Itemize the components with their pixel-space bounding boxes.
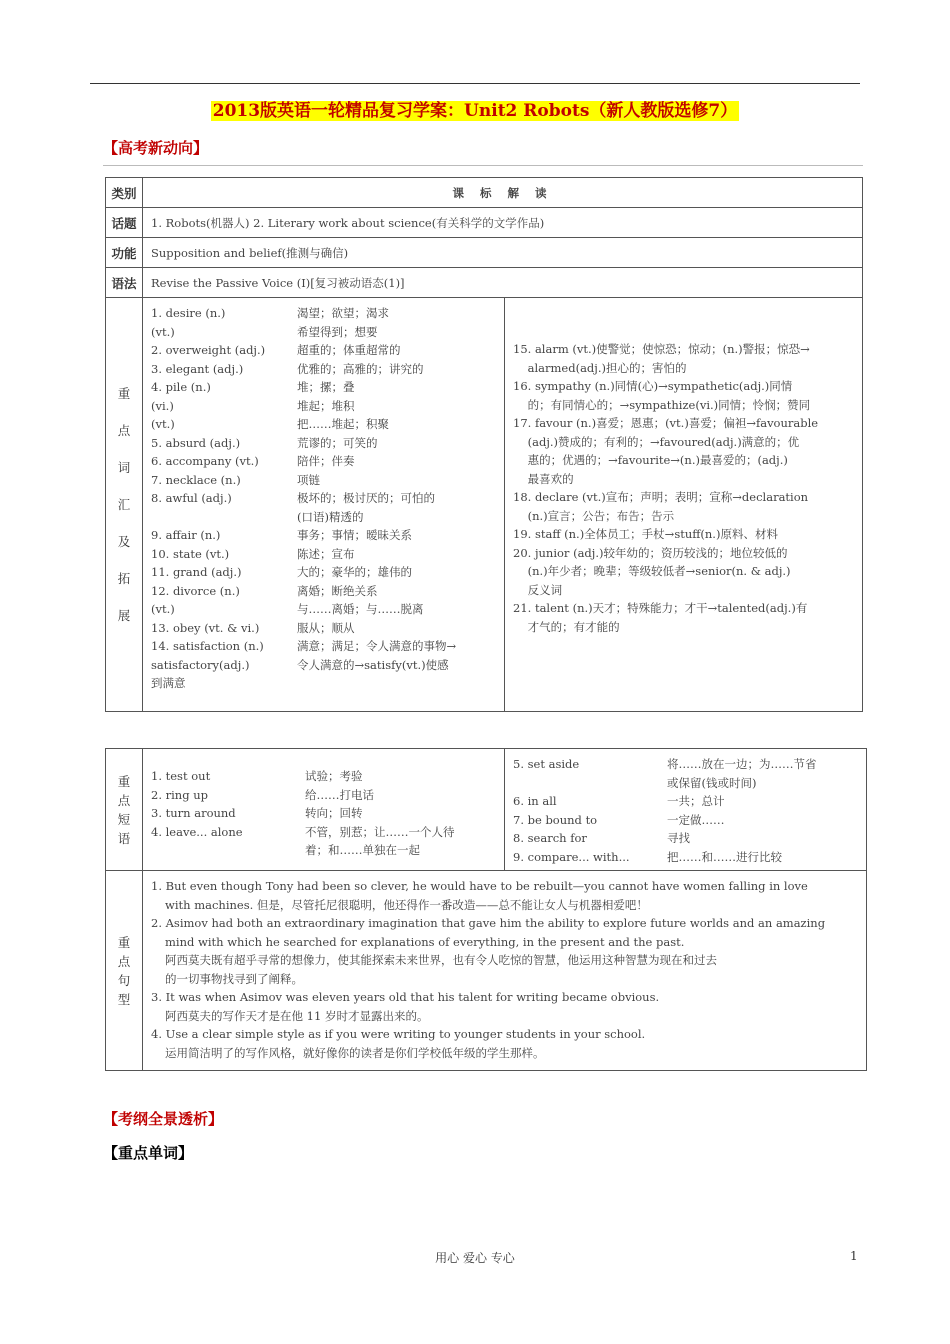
vocab-entry-term: 2. overweight (adj.) [151,343,266,357]
vocab-entry-meaning: 项链 [297,472,320,487]
vocab-entry-line: 反义词 [513,582,563,597]
phrase-entry-term: 4. leave... alone [151,824,243,839]
vocab-entry-term: (vt.) [151,324,175,339]
vocab-entry-term: (vi.) [151,398,174,413]
vocab-entry [151,526,496,545]
vocab-entry [151,434,496,453]
phrase-entry-meaning: 不管，别惹；让……一个人待 [305,824,455,839]
vocab-entry-line: 的；有同情心的；→sympathize(vi.)同情；怜悯；赞同 [513,397,811,412]
phrase-entry [151,823,496,842]
vocab-entry-line: 21. talent (n.)天才；特殊能力；才干→talented(adj.)有 [513,601,808,615]
vocab-entry [151,471,496,490]
vocab-entry-meaning: 陈述；宣布 [297,546,355,561]
phrase-entry [151,841,496,860]
page-number: 1 [850,1249,858,1263]
vocab-entry-term: 8. awful (adj.) [151,491,232,505]
vocab-entry [151,674,496,693]
vocab-entry [151,508,496,527]
header-content: 课 标 解 读 [143,178,863,208]
row-grammar-category: 语法 [106,268,143,298]
row-grammar-text: Revise the Passive Voice (Ⅰ)[复习被动语态(1)] [143,268,863,298]
vocab-left-column [143,298,505,712]
vocab-entry [151,656,496,675]
vocab-right-column [505,298,863,712]
vocab-entry-term: 11. grand (adj.) [151,565,242,579]
vocab-category: 重 点 词 汇 及 拓 展 [106,298,143,712]
sentence-line: 3. It was when Asimov was eleven years old that his talent for writing became obvious. [151,990,660,1004]
phrase-entry-meaning: 或保留(钱或时间) [667,775,757,790]
vocab-entry-line: (n.)宣言；公告；布告；告示 [513,508,675,523]
phrase-entry-term: 5. set aside [513,757,580,771]
vocab-entry-meaning: 荒谬的；可笑的 [297,435,378,450]
footer-text: 用心 爱心 专心 [435,1251,515,1265]
vocab-entry-line: 18. declare (vt.)宣布；声明；表明；宣称→declaration [513,490,809,504]
vocab-entry-term: 7. necklace (n.) [151,472,241,487]
vocab-entry [151,582,496,601]
vocab-entry-term: (vt.) [151,417,175,431]
vocab-entry-term: 10. state (vt.) [151,546,230,561]
phrase-entry-meaning: 把……和……进行比较 [667,849,782,864]
vocab-entry [151,619,496,638]
vocab-entry [151,323,496,342]
header-category: 类别 [106,178,143,208]
vocab-entry-line: 20. junior (adj.)较年幼的；资历较浅的；地位较低的 [513,545,788,560]
vocab-entry-term [151,508,297,527]
vocab-entry-line: 才气的；有才能的 [513,619,620,634]
vocab-entry-line: 惠的；优遇的；→favourite→(n.)最喜爱的；(adj.) [513,453,788,467]
phrase-entry [513,755,858,774]
vocab-entry-line: (n.)年少者；晚辈；等级较低者→senior(n. & adj.) [513,564,791,578]
section-new-trend: 【高考新动向】 [103,139,209,157]
vocab-entry-term: 5. absurd (adj.) [151,435,241,450]
sentence-line: mind with which he searched for explanations of everything, in the present and the past. [165,934,685,949]
sentence-line: 运用简洁明了的写作风格，就好像你的读者是你们学校低年级的学生那样。 [165,1045,545,1060]
vocab-entry-meaning: (口语)精透的 [297,509,364,524]
vocab-entry-line: 最喜欢的 [513,471,574,486]
vocab-entry-meaning: 希望得到；想要 [297,324,378,339]
phrase-category: 重 点 短 语 [106,749,143,871]
vocab-entry-line: (adj.)赞成的；有利的；→favoured(adj.)满意的；优 [513,434,800,449]
vocab-entry-meaning: 优雅的；高雅的；讲究的 [297,361,424,376]
vocab-entry-term: 4. pile (n.) [151,380,211,394]
vocab-entry-meaning: 与……离婚；与……脱离 [297,602,424,616]
row-function-category: 功能 [106,238,143,268]
vocab-entry-term: 1. desire (n.) [151,306,226,320]
row-topic-text: 1. Robots(机器人) 2. Literary work about science(有关科学的文学作品) [143,208,863,238]
vocab-entry-line: 16. sympathy (n.)同情(心)→sympathetic(adj.)同情 [513,379,793,393]
phrase-entry [513,792,858,811]
sentence-line: with machines. 但是，尽管托尼很聪明，他还得作一番改造——总不能让女人与机器相爱吧！ [165,897,648,912]
phrase-entry-term: 1. test out [151,769,211,783]
vocab-entry-term: 3. elegant (adj.) [151,361,244,376]
sentence-line: 阿西莫夫既有超乎寻常的想像力，使其能探索未来世界，也有令人吃惊的智慧，他运用这种智慧为现在和过去 [165,953,717,967]
vocab-entry [151,360,496,379]
row-function-text: Supposition and belief(推测与确信) [143,238,863,268]
sentence-line: 阿西莫夫的写作天才是在他 11 岁时才显露出来的。 [165,1008,429,1023]
section-key-words: 【重点单词】 [103,1144,194,1162]
vocab-entry-meaning: 事务；事情；暧昧关系 [297,528,412,542]
vocab-entry-meaning: 令人满意的→satisfy(vt.)使感 [297,657,449,672]
vocab-entry-meaning [297,674,496,693]
curriculum-table [105,177,863,712]
phrase-entry-term [151,841,305,860]
vocab-entry-meaning: 陪伴；伴奏 [297,454,355,468]
vocab-entry-meaning: 堆；摞；叠 [297,380,355,394]
section-overview: 【考纲全景透析】 [103,1110,224,1128]
document-title: 2013版英语一轮精品复习学案：Unit2 Robots（新人教版选修7） [212,101,738,121]
vocab-entry-meaning: 把……堆起；积聚 [297,417,389,431]
phrase-entry [151,767,496,786]
phrase-entry [151,804,496,823]
phrase-entry-meaning: 转向；回转 [305,806,363,820]
vocab-entry [151,600,496,619]
vocab-entry-term: 14. satisfaction (n.) [151,639,264,653]
vocab-entry-meaning: 服从；顺从 [297,620,355,635]
document-title-wrap [90,96,860,121]
phrase-entry [513,848,858,867]
phrase-entry-term: 2. ring up [151,787,208,802]
sentence-category: 重 点 句 型 [106,871,143,1071]
phrase-entry-term: 6. in all [513,794,557,808]
vocab-entry-term: satisfactory(adj.) [151,657,250,672]
vocab-entry [151,415,496,434]
phrase-entry-meaning: 给……打电话 [305,787,374,802]
phrase-entry-meaning: 寻找 [667,831,690,845]
phrase-entry-meaning: 一共；总计 [667,794,725,808]
vocab-entry [151,397,496,416]
vocab-entry-term: 12. divorce (n.) [151,583,240,598]
sentence-list [143,871,867,1071]
phrase-entry-meaning: 一定做…… [667,812,725,827]
vocab-entry-line: 15. alarm (vt.)使警觉；使惊恐；惊动；(n.)警报；惊恐→ [513,342,810,356]
phrase-entry [151,786,496,805]
phrases-right-column [505,749,867,871]
vocab-entry-term: (vt.) [151,602,175,616]
sentence-line: 4. Use a clear simple style as if you were writing to younger students in your school. [151,1027,646,1041]
vocab-entry-meaning: 大的；豪华的；雄伟的 [297,565,412,579]
vocab-entry-term: 到满意 [151,676,186,690]
phrases-left-column [143,749,505,871]
top-rule [90,83,860,84]
vocab-entry [151,304,496,323]
vocab-entry-term: 9. affair (n.) [151,528,221,542]
sentence-line: 1. But even though Tony had been so clever, he would have to be rebuilt—you cannot have women falling in love [151,879,808,893]
vocab-entry-line: alarmed(adj.)担心的；害怕的 [513,360,687,375]
vocab-entry-meaning: 超重的；体重超常的 [297,343,401,357]
phrase-entry-term: 3. turn around [151,806,236,820]
phrases-sentences-table [105,748,867,1071]
phrase-entry-term: 7. be bound to [513,812,598,827]
phrase-entry [513,811,858,830]
vocab-entry-term: 13. obey (vt. & vi.) [151,620,260,635]
vocab-entry-meaning: 满意；满足；令人满意的事物→ [297,639,457,653]
vocab-entry [151,489,496,508]
phrase-entry-meaning: 将……放在一边；为……节省 [667,757,817,771]
vocab-entry [151,452,496,471]
vocab-entry-term: 6. accompany (vt.) [151,454,259,468]
phrase-entry [513,829,858,848]
phrase-entry-term: 8. search for [513,831,587,845]
divider [103,165,863,166]
phrase-entry [513,774,858,793]
row-topic-category: 话题 [106,208,143,238]
vocab-entry [151,563,496,582]
vocab-entry-line: 19. staff (n.)全体员工；手杖→stuff(n.)原料、材料 [513,527,778,541]
vocab-entry [151,378,496,397]
vocab-entry-meaning: 堆起；堆积 [297,398,355,413]
sentence-line: 的一切事物找寻到了阐释。 [165,971,303,986]
vocab-entry-line: 17. favour (n.)喜爱；恩惠；(vt.)喜爱；偏袒→favourable [513,416,819,430]
phrase-entry-term: 9. compare... with... [513,849,630,864]
phrase-entry-meaning: 试验；考验 [305,769,363,783]
vocab-entry [151,545,496,564]
vocab-entry [151,341,496,360]
phrase-entry-meaning: 着；和……单独在一起 [305,843,420,857]
vocab-entry-meaning: 极坏的；极讨厌的；可怕的 [297,491,435,505]
vocab-entry-meaning: 离婚；断绝关系 [297,583,378,598]
vocab-entry [151,637,496,656]
vocab-entry-meaning: 渴望；欲望；渴求 [297,306,389,320]
phrase-entry-term [513,774,667,793]
sentence-line: 2. Asimov had both an extraordinary imagination that gave him the ability to explore future worlds and an amazing [151,916,826,930]
